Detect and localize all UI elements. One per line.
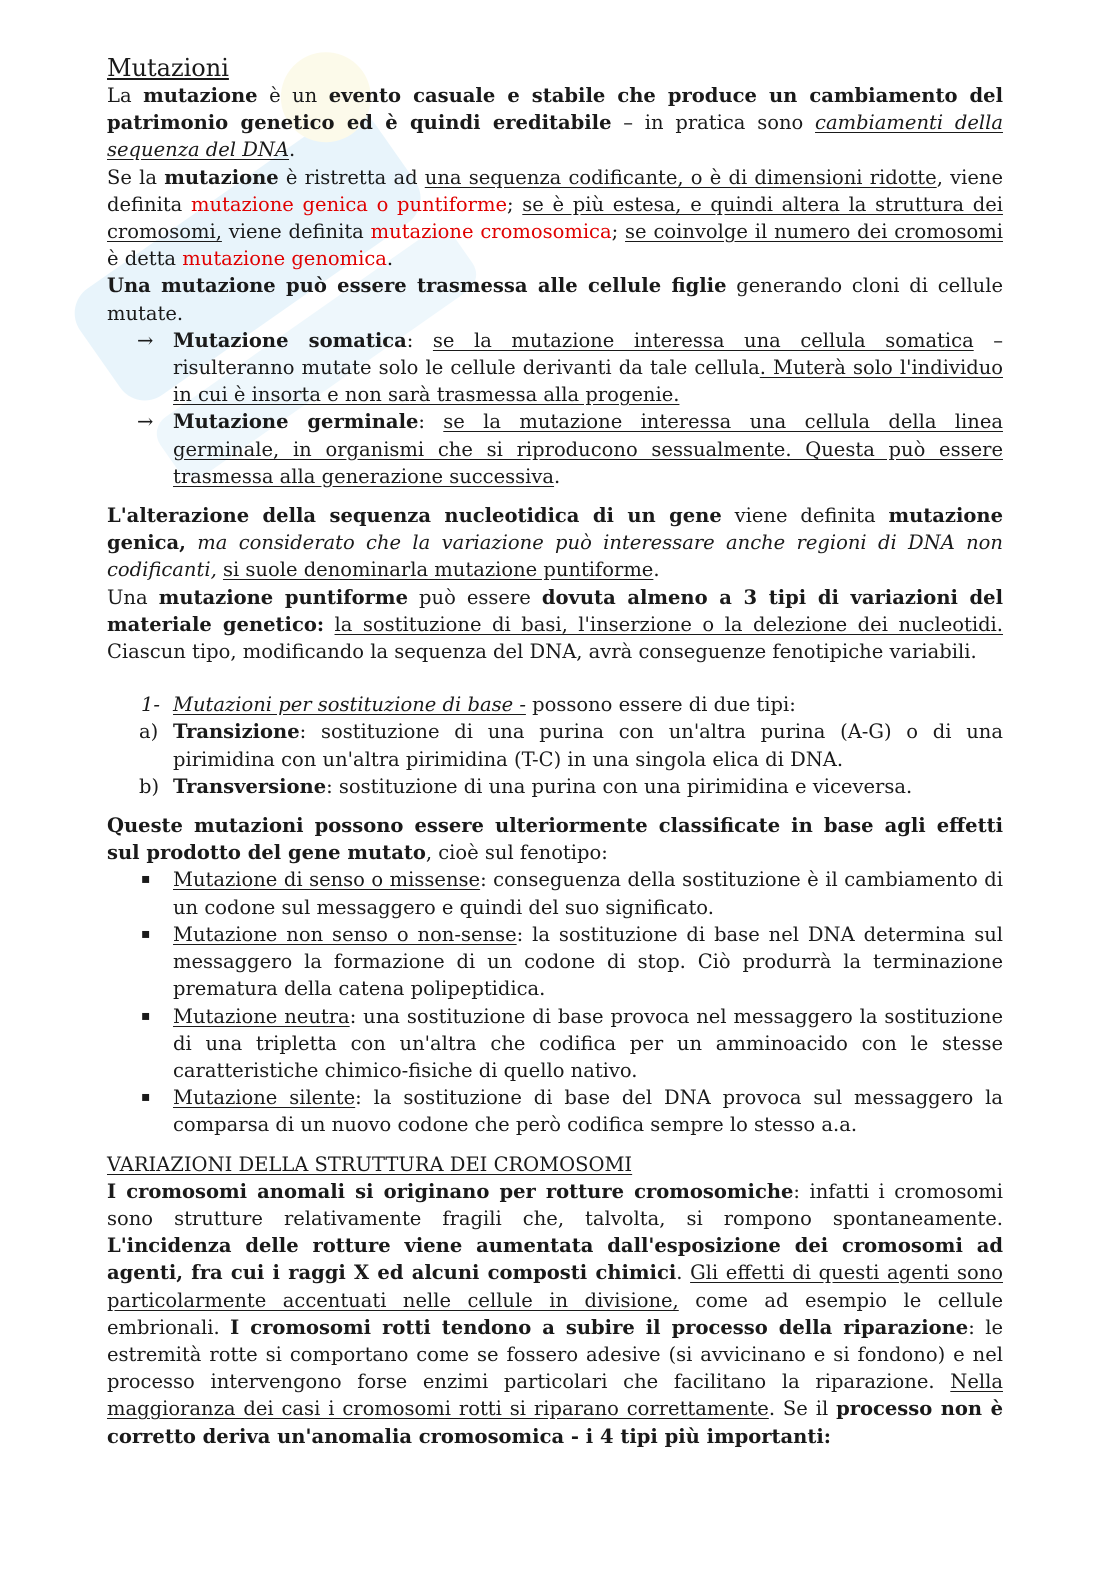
list-item xyxy=(107,1003,1003,1085)
point-mutation-paragraph xyxy=(107,584,1003,666)
text-run: ; xyxy=(611,220,626,244)
text-run: generando cloni di cellule mutate. xyxy=(107,274,1004,325)
text-run: , viene definita xyxy=(107,165,1003,216)
chromosome-breaks-paragraph xyxy=(107,1178,1003,1450)
text-run: . xyxy=(386,247,394,271)
text-run: Mutazioni per sostituzione di base - xyxy=(173,693,526,717)
list-item-text xyxy=(173,868,1003,918)
text-run: : conseguenza della sostituzione è il cambiamento di un codone sul messaggero e quindi del suo significato. xyxy=(173,868,1003,919)
text-run: , cioè sul fenotipo: xyxy=(425,841,608,865)
text-run: . Muterà solo l'individuo in cui è insorta e non sarà trasmessa alla progenie. xyxy=(173,356,1003,407)
list-item-text xyxy=(173,410,1003,487)
list-item xyxy=(107,1084,1003,1138)
text-run: se coinvolge il numero dei cromosomi xyxy=(625,220,1003,244)
list-item-text xyxy=(173,923,1003,1000)
text-run: una sequenza codificante, o è di dimensioni ridotte xyxy=(424,165,937,189)
text-run: – risulteranno mutate solo le cellule derivanti da tale cellula xyxy=(173,328,1003,380)
text-run: : xyxy=(406,328,433,352)
text-run: . xyxy=(289,138,296,162)
list-marker: ▪ xyxy=(141,925,151,942)
text-run xyxy=(324,613,335,636)
text-run: . xyxy=(653,558,660,582)
text-run: : una sostituzione di base provoca nel messaggero la sostituzione di una tripletta con un'altra che codifica per un amminoacido con le stesse caratteristiche chimico-fisiche di quello nativo. xyxy=(173,1004,1003,1082)
list-marker: a) xyxy=(139,720,159,744)
section-heading: VARIAZIONI DELLA STRUTTURA DEI CROMOSOMI xyxy=(107,1152,633,1176)
list-marker: ▪ xyxy=(141,871,151,888)
intro-paragraph xyxy=(107,82,1003,164)
list-item xyxy=(107,773,1003,800)
numbered-item xyxy=(107,691,1003,718)
text-run: viene definita xyxy=(721,504,889,528)
text-run: viene definita xyxy=(221,220,371,244)
list-item xyxy=(107,921,1003,1003)
text-run: mutazione puntiforme xyxy=(158,585,408,609)
text-run: : la sostituzione di base del DNA provoca sul messaggero la comparsa di un nuovo codone che però codifica sempre lo stesso a.a. xyxy=(173,1086,1003,1137)
text-run: Mutazione neutra xyxy=(173,1004,350,1028)
text-run: mutazione genomica xyxy=(182,247,387,271)
text-run: Gli effetti di questi agenti sono particolarmente accentuati nelle cellule in divisione, xyxy=(107,1261,1003,1312)
text-run: Ciascun tipo, modificando la sequenza del DNA, avrà conseguenze fenotipiche variabili. xyxy=(107,640,977,664)
text-run: Mutazione silente xyxy=(173,1086,356,1110)
text-run xyxy=(186,531,197,554)
text-run: possono essere di due tipi: xyxy=(525,693,796,717)
text-run: Mutazione di senso o missense xyxy=(173,868,481,892)
text-run: Queste mutazioni possono essere ulteriormente classificate in base agli effetti sul prodotto del gene mutato xyxy=(107,814,1003,865)
text-run: è detta xyxy=(107,247,183,271)
list-item-text xyxy=(173,775,912,798)
list-marker: → xyxy=(137,328,154,352)
text-run: è ristretta ad xyxy=(278,165,425,189)
text-run: Mutazione somatica xyxy=(173,328,407,352)
list-marker: ▪ xyxy=(141,1007,151,1024)
text-run: : xyxy=(418,410,444,434)
text-run: la sostituzione di basi, l'inserzione o la delezione dei nucleotidi. xyxy=(334,612,1003,636)
text-run: cambiamenti della sequenza del DNA xyxy=(107,111,1003,162)
classification-paragraph xyxy=(107,164,1003,273)
list-item-text xyxy=(173,329,1003,406)
numbered-list xyxy=(107,691,1003,718)
text-run: dovuta almeno a 3 tipi di variazioni del materiale genetico: xyxy=(107,585,1003,636)
text-run: Mutazione germinale xyxy=(173,410,419,434)
text-run: mutazione genica o puntiforme xyxy=(190,192,508,216)
text-run: : la sostituzione di base nel DNA determina sul messaggero la formazione di un codone di stop. Ciò produrrà la terminazione prematura della catena polipeptidica. xyxy=(173,922,1004,1001)
text-run: Transizione xyxy=(173,720,300,744)
text-run: mutazione xyxy=(143,84,258,107)
list-item xyxy=(107,327,1003,409)
text-run: Nella maggioranza dei casi i cromosomi rotti si riparano correttamente xyxy=(107,1370,1003,1421)
mutation-type-list xyxy=(107,327,1003,490)
text-run: processo non è corretto deriva un'anomalia cromosomica - i 4 tipi più importanti: xyxy=(107,1397,1003,1448)
text-run: : sostituzione di una purina con un'altra purina (A-G) o di una pirimidina con un'altra pirimidina (T-C) in una singola elica di DNA. xyxy=(173,720,1003,771)
text-run: mutazione xyxy=(164,165,279,189)
text-run: come ad esempio le cellule embrionali. xyxy=(107,1288,1003,1339)
list-item-text xyxy=(173,720,1003,770)
text-run: I cromosomi rotti tendono a subire il processo della riparazione xyxy=(230,1315,969,1339)
list-item-text xyxy=(173,1086,1003,1136)
text-run: Transversione xyxy=(173,774,327,798)
text-run: L'alterazione della sequenza nucleotidica di un gene xyxy=(107,504,722,528)
transmission-paragraph xyxy=(107,272,1003,326)
document-page xyxy=(107,52,1003,1450)
text-run: se la mutazione interessa una cellula somatica xyxy=(432,328,974,352)
text-run: . Se il xyxy=(768,1397,837,1421)
list-item xyxy=(107,408,1003,490)
list-marker: 1- xyxy=(141,693,160,717)
phenotype-paragraph xyxy=(107,812,1003,866)
text-run: può essere xyxy=(407,585,542,609)
list-marker: → xyxy=(137,410,154,434)
text-run: è un xyxy=(257,84,329,107)
page-title: Mutazioni xyxy=(107,54,229,82)
text-run: ma considerato che la variazione può interessare anche regioni di DNA non codificanti, xyxy=(107,531,1003,582)
text-run: La xyxy=(107,84,144,107)
text-run: I cromosomi anomali si originano per rotture cromosomiche xyxy=(107,1179,794,1203)
text-run: L'incidenza delle rotture viene aumentata dall'esposizione dei cromosomi ad agenti, fra cui i raggi X ed alcuni composti chimici xyxy=(107,1234,1003,1285)
text-run: evento casuale e stabile che produce un cambiamento del patrimonio genetico ed è quindi ereditabile xyxy=(107,84,1003,135)
numbered-item-text xyxy=(173,693,796,716)
text-run: – in pratica sono xyxy=(611,111,816,135)
list-item-text xyxy=(173,1005,1003,1082)
list-marker: b) xyxy=(139,774,160,798)
text-run: se è più estesa, e quindi altera la struttura dei cromosomi, xyxy=(107,192,1003,244)
list-item xyxy=(107,866,1003,920)
text-run: se la mutazione interessa una cellula della linea germinale, in organismi che si riproducono sessualmente. Questa può essere trasmessa alla generazione successiva xyxy=(173,410,1003,488)
phenotype-effect-list xyxy=(107,866,1003,1138)
text-run: ; xyxy=(507,192,523,216)
text-run: . xyxy=(554,464,561,488)
text-run: . xyxy=(676,1261,691,1285)
text-run: si suole denominarla mutazione puntiforme xyxy=(222,558,654,582)
text-run: Se la xyxy=(107,165,165,189)
text-run: mutazione genica, xyxy=(107,504,1003,555)
substitution-type-list xyxy=(107,718,1003,800)
text-run: Una xyxy=(107,585,159,609)
text-run: : le estremità rotte si comportano come se fossero adesive (si avvicinano e si fondono) e nel processo intervengono forse enzimi particolari che facilitano la riparazione. xyxy=(107,1315,1003,1394)
text-run: mutazione cromosomica xyxy=(370,220,612,244)
text-run: Mutazione non senso o non-sense xyxy=(173,922,517,946)
list-item xyxy=(107,718,1003,772)
text-run: : infatti i cromosomi sono strutture relativamente fragili che, talvolta, si rompono spontaneamente. xyxy=(107,1179,1003,1230)
text-run: : sostituzione di una purina con una pirimidina e viceversa. xyxy=(326,774,913,798)
gene-mutation-paragraph xyxy=(107,502,1003,584)
list-marker: ▪ xyxy=(141,1089,151,1106)
text-run: Una mutazione può essere trasmessa alle cellule figlie xyxy=(107,274,727,298)
